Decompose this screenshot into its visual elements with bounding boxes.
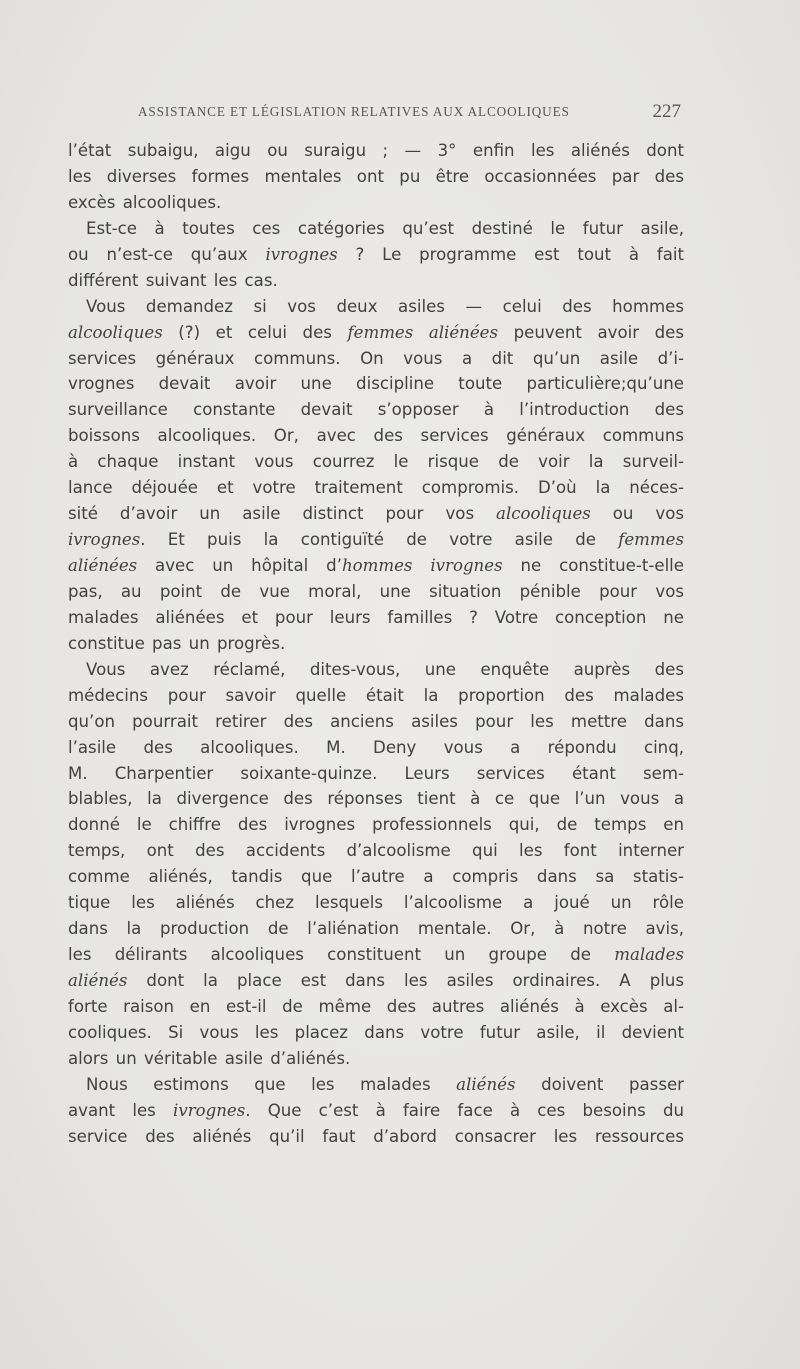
italic-term: hommes ivrognes <box>341 556 503 575</box>
text-line: comme aliénés, tandis que l’autre a compris dans sa statis- <box>68 867 684 887</box>
text-line: cooliques. Si vous les placez dans votre futur asile, il devient <box>68 1022 684 1042</box>
italic-term: alcooliques <box>68 322 163 342</box>
text-line: surveillance constante devait s’opposer à l’introduction des <box>68 400 684 420</box>
text-line: les délirants alcooliques constituent un groupe de malades <box>68 945 684 965</box>
italic-term: aliénées <box>68 556 138 575</box>
text-line: Est-ce à toutes ces catégories qu’est destiné le futur asile, <box>86 218 684 238</box>
text-line: blables, la divergence des réponses tient à ce que l’un vous a <box>68 789 684 809</box>
text-line: donné le chiffre des ivrognes professionnels qui, de temps en <box>68 815 684 835</box>
text-line: excès alcooliques. <box>68 192 222 212</box>
text-line: forte raison en est-il de même des autres aliénés à excès al- <box>68 996 684 1016</box>
text-line: ivrognes. Et puis la contiguïté de votre asile de femmes <box>68 530 684 550</box>
text-line: services généraux communs. On vous a dit qu’un asile d’i- <box>68 348 684 368</box>
text-line: Vous demandez si vos deux asiles — celui des hommes <box>86 296 684 316</box>
text-line: lance déjouée et votre traitement compromis. D’où la néces- <box>68 478 684 498</box>
text-line: Nous estimons que les malades aliénés doivent passer <box>86 1074 685 1094</box>
text-line: avant les ivrognes. Que c’est à faire face à ces besoins du <box>68 1100 684 1120</box>
text-line: ou n’est-ce qu’aux ivrognes ? Le programme est tout à fait <box>68 244 684 264</box>
text-line: alcooliques (?) et celui des femmes aliénées peuvent avoir des <box>68 322 684 342</box>
text-line: tique les aliénés chez lesquels l’alcoolisme a joué un rôle <box>68 893 684 913</box>
text-line: l’asile des alcooliques. M. Deny vous a répondu cinq, <box>68 737 684 757</box>
body-text <box>68 138 684 1150</box>
page-number: 227 <box>652 101 681 122</box>
text-line: les diverses formes mentales ont pu être occasionnées par des <box>68 166 684 186</box>
text-line: aliénés dont la place est dans les asiles ordinaires. A plus <box>68 971 684 990</box>
italic-term: femmes <box>618 530 684 550</box>
italic-term: aliénés <box>456 1074 516 1094</box>
italic-term: malades <box>614 945 684 965</box>
italic-term: aliénés <box>68 971 128 990</box>
italic-term: ivrognes <box>173 1100 246 1120</box>
text-line: à chaque instant vous courrez le risque de voir la surveil- <box>68 452 684 472</box>
running-title: ASSISTANCE ET LÉGISLATION RELATIVES AUX ALCOOLIQUES <box>138 104 570 119</box>
text-line: vrognes devait avoir une discipline toute particulière;qu’une <box>68 374 684 394</box>
text-line: sité d’avoir un asile distinct pour vos alcooliques ou vos <box>68 504 684 524</box>
text-line: service des aliénés qu’il faut d’abord consacrer les ressources <box>68 1126 684 1146</box>
text-line: médecins pour savoir quelle était la proportion des malades <box>68 685 684 705</box>
text-line: temps, ont des accidents d’alcoolisme qui les font interner <box>68 841 684 861</box>
italic-term: ivrognes <box>265 244 338 264</box>
text-line: dans la production de l’aliénation mentale. Or, à notre avis, <box>68 919 684 939</box>
text-line: différent suivant les cas. <box>68 270 278 290</box>
text-line: constitue pas un progrès. <box>68 633 286 653</box>
running-head <box>138 101 681 123</box>
italic-term: alcooliques <box>496 504 591 524</box>
text-line: M. Charpentier soixante-quinze. Leurs services étant sem- <box>68 763 684 783</box>
text-line: Vous avez réclamé, dites-vous, une enquête auprès des <box>86 659 684 679</box>
text-line: l’état subaigu, aigu ou suraigu ; — 3° enfin les aliénés dont <box>68 141 684 160</box>
italic-term: femmes aliénées <box>347 322 499 342</box>
text-line: aliénées avec un hôpital d’hommes ivrognes ne constitue-t-elle <box>68 556 684 575</box>
text-line: pas, au point de vue moral, une situation pénible pour vos <box>68 581 684 601</box>
text-line: alors un véritable asile d’aliénés. <box>68 1048 351 1068</box>
text-line: boissons alcooliques. Or, avec des services généraux communs <box>68 426 684 446</box>
italic-term: ivrognes <box>68 530 141 550</box>
text-line: malades aliénées et pour leurs familles ? Votre conception ne <box>68 607 684 627</box>
text-line: qu’on pourrait retirer des anciens asiles pour les mettre dans <box>68 711 684 731</box>
